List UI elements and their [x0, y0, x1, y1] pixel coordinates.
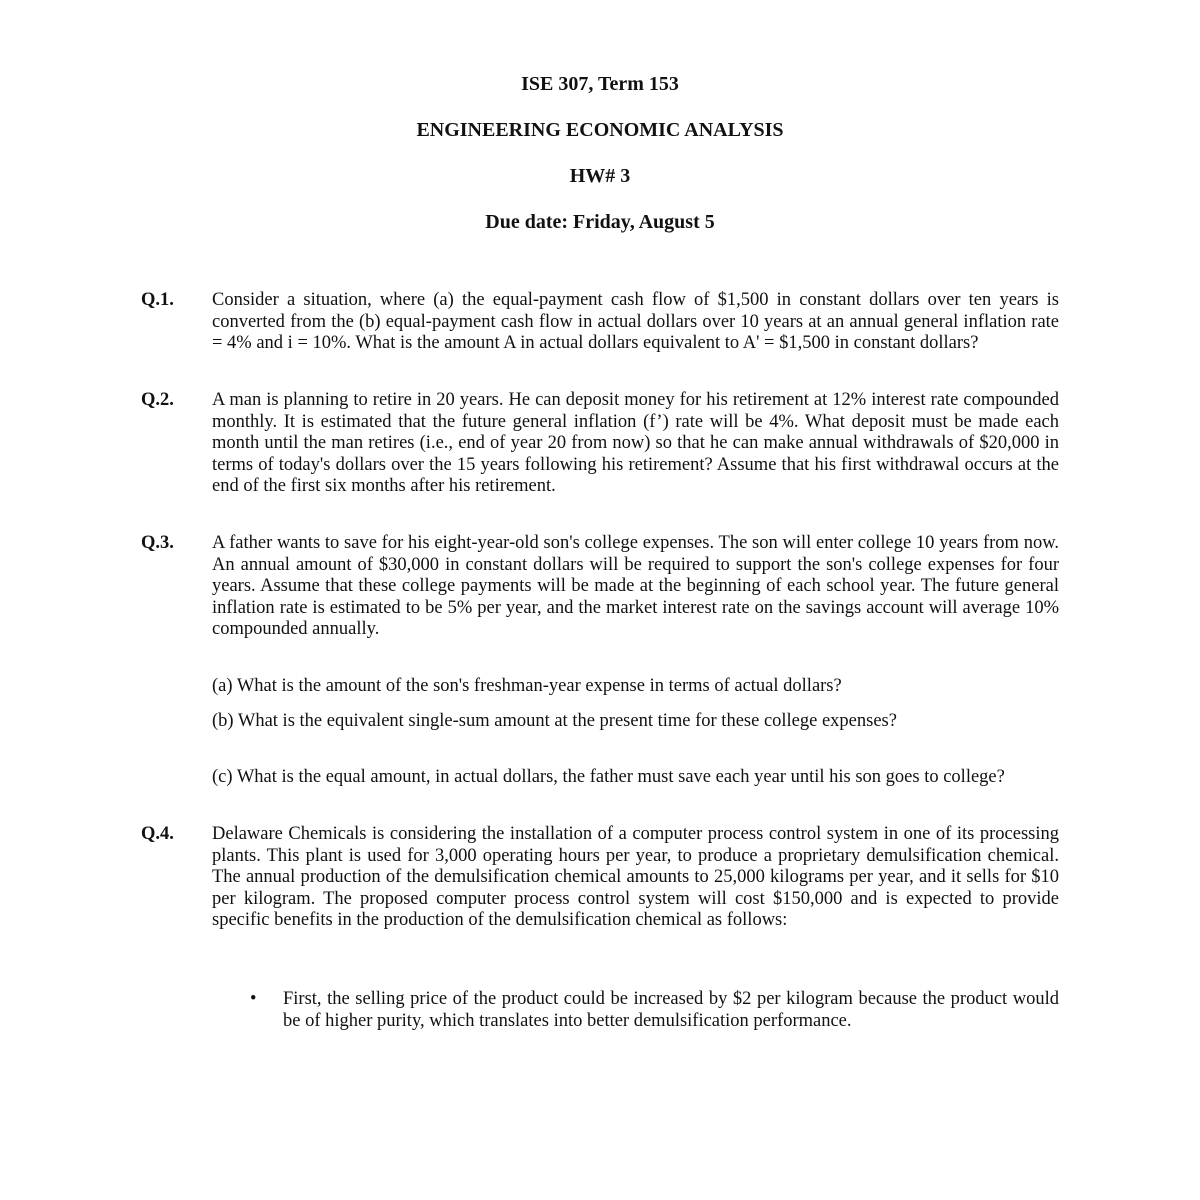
question-text-3: A father wants to save for his eight-year-old son's college expenses. The son will enter college 10 years from now. An annual amount of $30,000 in constant dollars will be required to support the son's college expenses for four years. Assume that these college payments will be made at the beginning of each school year. The future general inflation rate is estimated to be 5% per year, and the market interest rate on the savings account will average 10% compounded annually.: [212, 533, 1059, 639]
homework-title: HW# 3: [569, 165, 631, 187]
question-text-1: Consider a situation, where (a) the equal-payment cash flow of $1,500 in constant dollars over ten years is converted from the (b) equal-payment cash flow in actual dollars over 10 years at an annual general inflation rate = 4% and i = 10%. What is the amount A in actual dollars equivalent to A' = $1,500 in constant dollars?: [212, 290, 1059, 353]
bullet-icon: •: [250, 989, 257, 1009]
course-title: ISE 307, Term 153: [521, 73, 679, 95]
question-4-bullet-1: First, the selling price of the product could be increased by $2 per kilogram because the product would be of higher purity, which translates into better demulsification performance.: [283, 989, 1059, 1031]
question-3-part-a: (a) What is the amount of the son's freshman-year expense in terms of actual dollars?: [212, 676, 842, 696]
question-label-1: Q.1.: [141, 290, 174, 310]
question-label-3: Q.3.: [141, 533, 174, 553]
question-label-4: Q.4.: [141, 824, 174, 844]
due-date: Due date: Friday, August 5: [485, 211, 715, 233]
question-3-part-b: (b) What is the equivalent single-sum amount at the present time for these college expenses?: [212, 711, 897, 731]
question-text-2: A man is planning to retire in 20 years. He can deposit money for his retirement at 12% interest rate compounded monthly. It is estimated that the future general inflation (f’) rate will be 4%. What deposit must be made each month until the man retires (i.e., end of year 20 from now) so that he can make annual withdrawals of $20,000 in terms of today's dollars over the 15 years following his retirement? Assume that his first withdrawal occurs at the end of the first six months after his retirement.: [212, 390, 1059, 496]
question-3-part-c: (c) What is the equal amount, in actual dollars, the father must save each year until his son goes to college?: [212, 767, 1005, 787]
subject-title: ENGINEERING ECONOMIC ANALYSIS: [416, 119, 784, 141]
question-text-4: Delaware Chemicals is considering the installation of a computer process control system in one of its processing plants. This plant is used for 3,000 operating hours per year, to produce a proprietary demulsification chemical. The annual production of the demulsification chemical amounts to 25,000 kilograms per year, and it sells for $10 per kilogram. The proposed computer process control system will cost $150,000 and is expected to provide specific benefits in the production of the demulsification chemical as follows:: [212, 824, 1059, 930]
question-label-2: Q.2.: [141, 390, 174, 410]
